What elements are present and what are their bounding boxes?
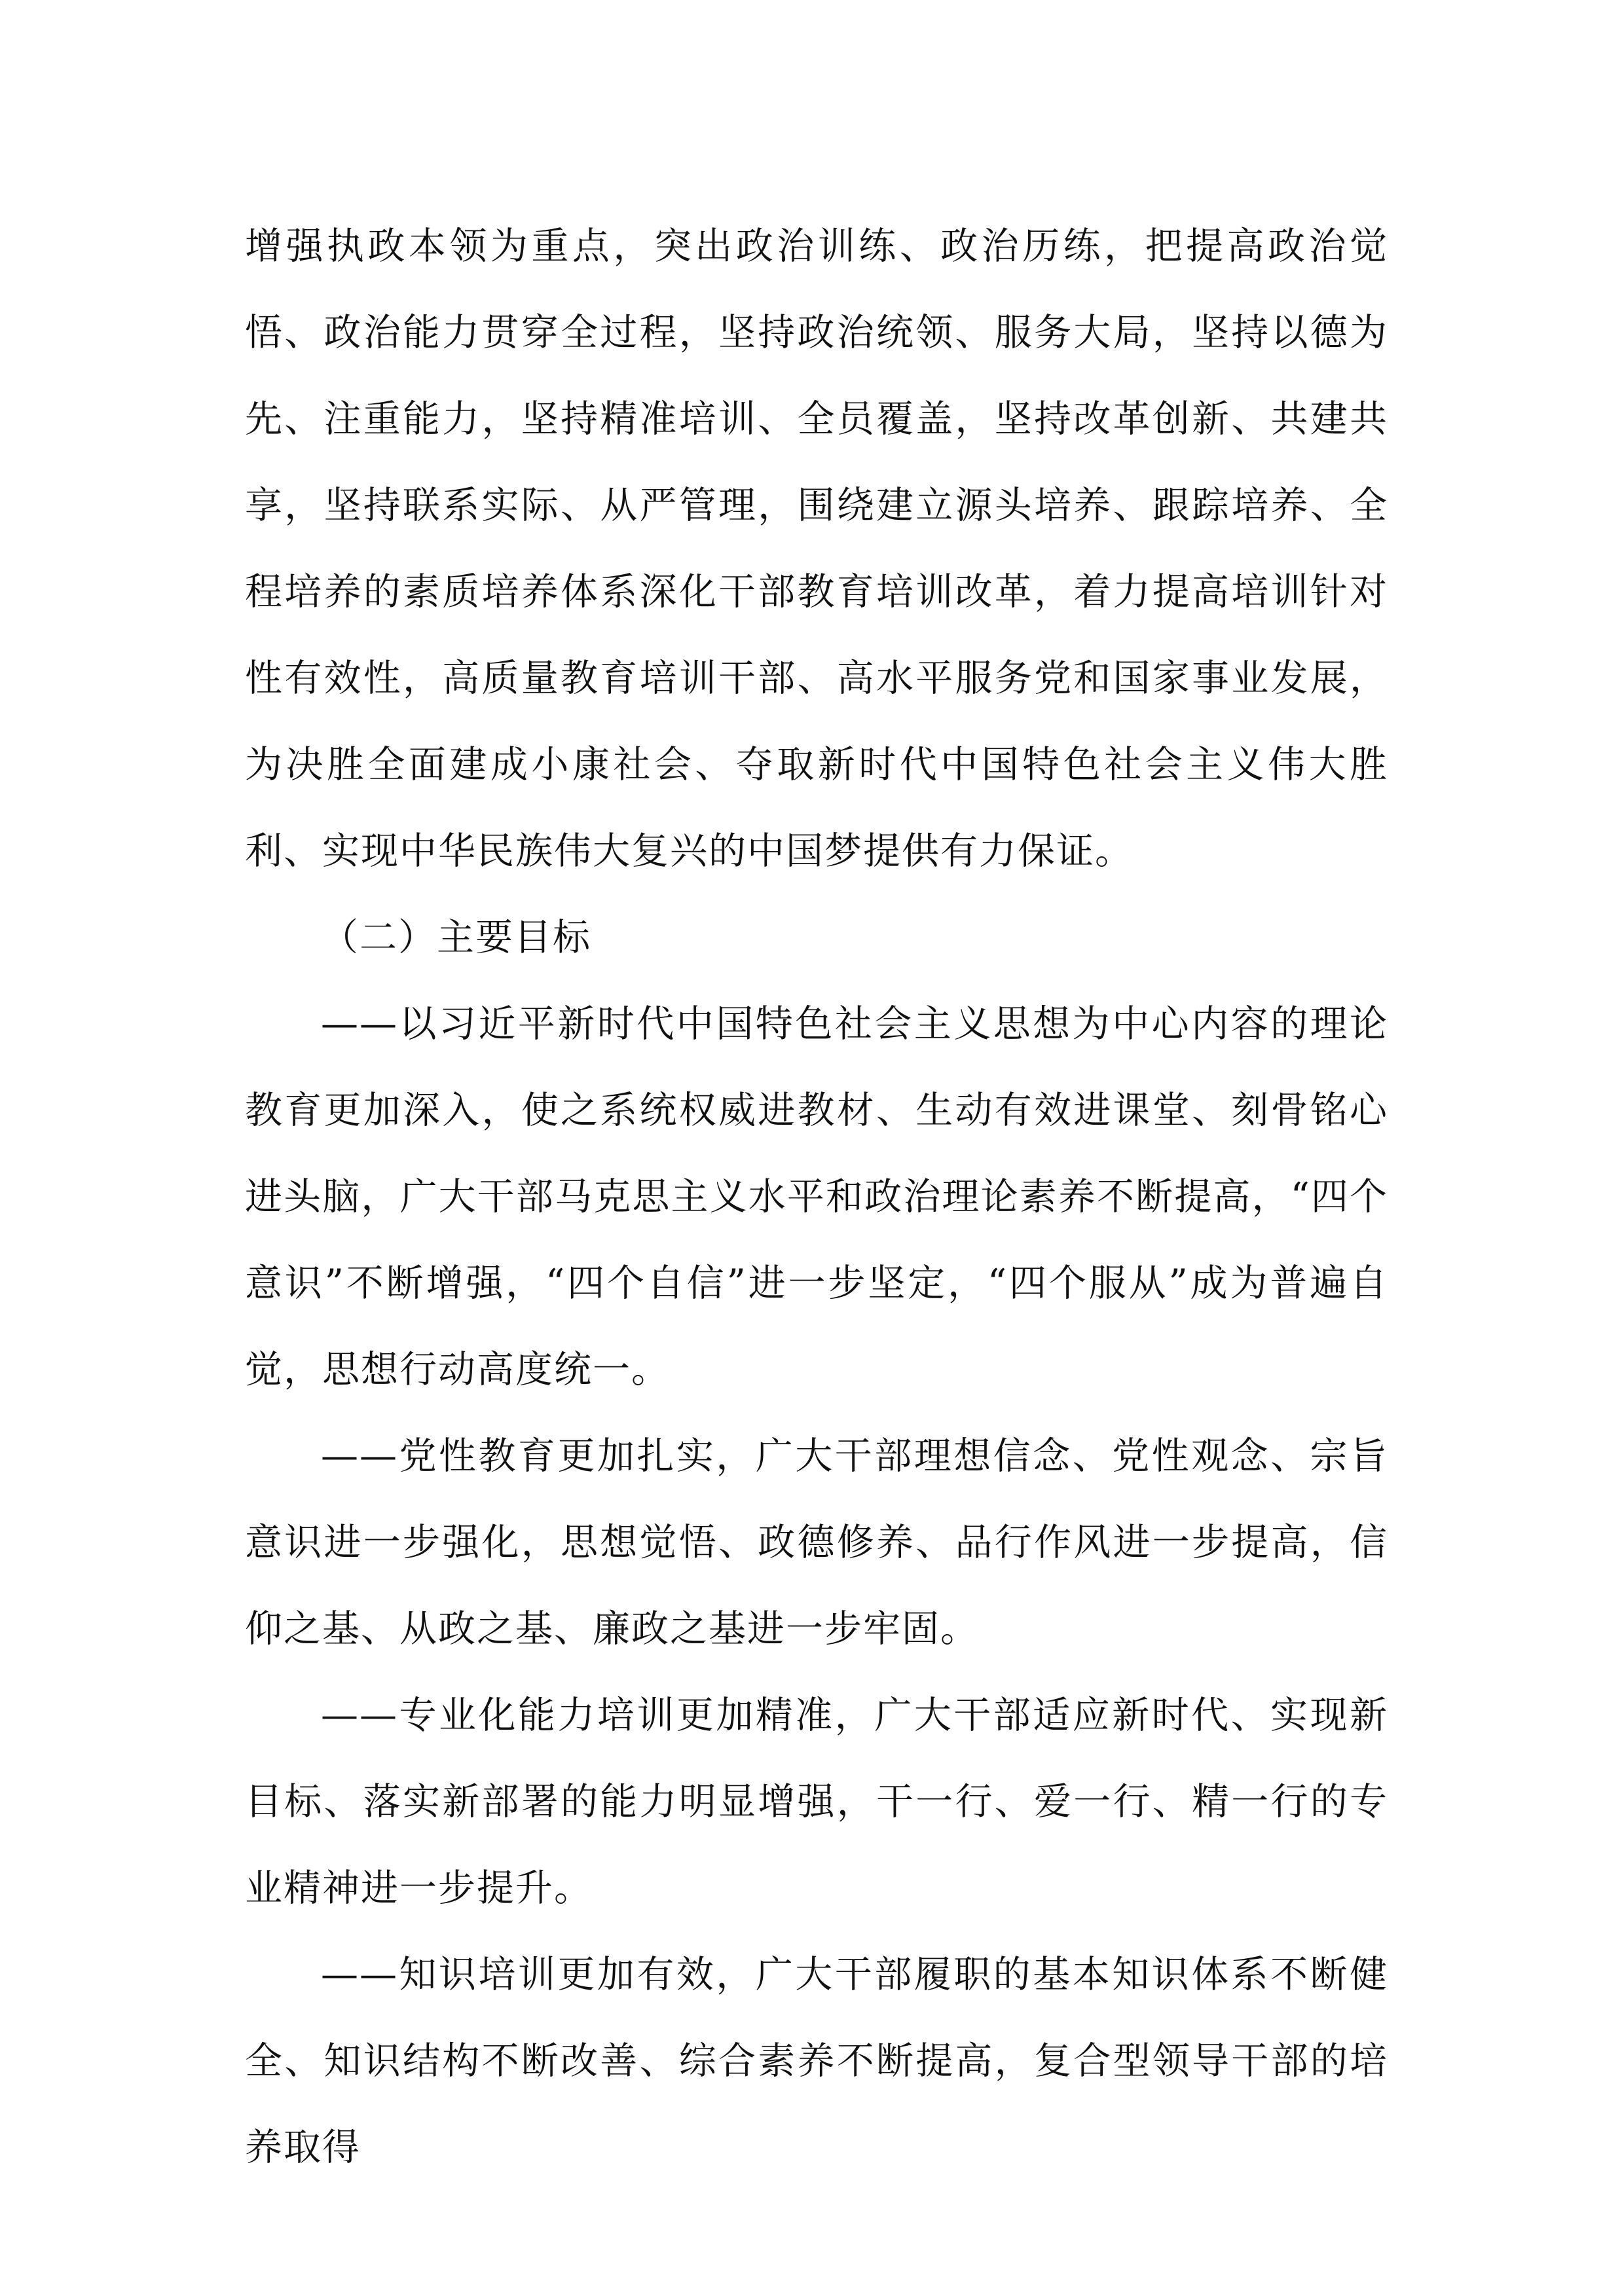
goal-paragraph-party-education: ——党性教育更加扎实，广大干部理想信念、党性观念、宗旨意识进一步强化，思想觉悟、政德修养、品行作风进一步提高，信仰之基、从政之基、廉政之基进一步牢固。	[245, 1434, 1388, 1650]
goal-paragraph-theory-education: ——以习近平新时代中国特色社会主义思想为中心内容的理论教育更加深入，使之系统权威进教材、生动有效进课堂、刻骨铭心进头脑，广大干部马克思主义水平和政治理论素养不断提高，“四个意识”不断增强，“四个自信”进一步坚定，“四个服从”成为普遍自觉，思想行动高度统一。	[245, 1002, 1388, 1391]
goal-paragraph-professional-training: ——专业化能力培训更加精准，广大干部适应新时代、实现新目标、落实新部署的能力明显增强，干一行、爱一行、精一行的专业精神进一步提升。	[245, 1694, 1388, 1910]
section-heading-main-goals: （二）主要目标	[321, 916, 591, 959]
goal-paragraph-knowledge-training: ——知识培训更加有效，广大干部履职的基本知识体系不断健全、知识结构不断改善、综合素养不断提高，复合型领导干部的培养取得	[245, 1953, 1388, 2169]
body-paragraph-1: 增强执政本领为重点，突出政治训练、政治历练，把提高政治觉悟、政治能力贯穿全过程，坚持政治统领、服务大局，坚持以德为先、注重能力，坚持精准培训、全员覆盖，坚持改革创新、共建共享，坚持联系实际、从严管理，围绕建立源头培养、跟踪培养、全程培养的素质培养体系深化干部教育培训改革，着力提高培训针对性有效性，高质量教育培训干部、高水平服务党和国家事业发展，为决胜全面建成小康社会、夺取新时代中国特色社会主义伟大胜利、实现中华民族伟大复兴的中国梦提供有力保证。	[245, 225, 1388, 873]
document-page	[245, 203, 1388, 2191]
